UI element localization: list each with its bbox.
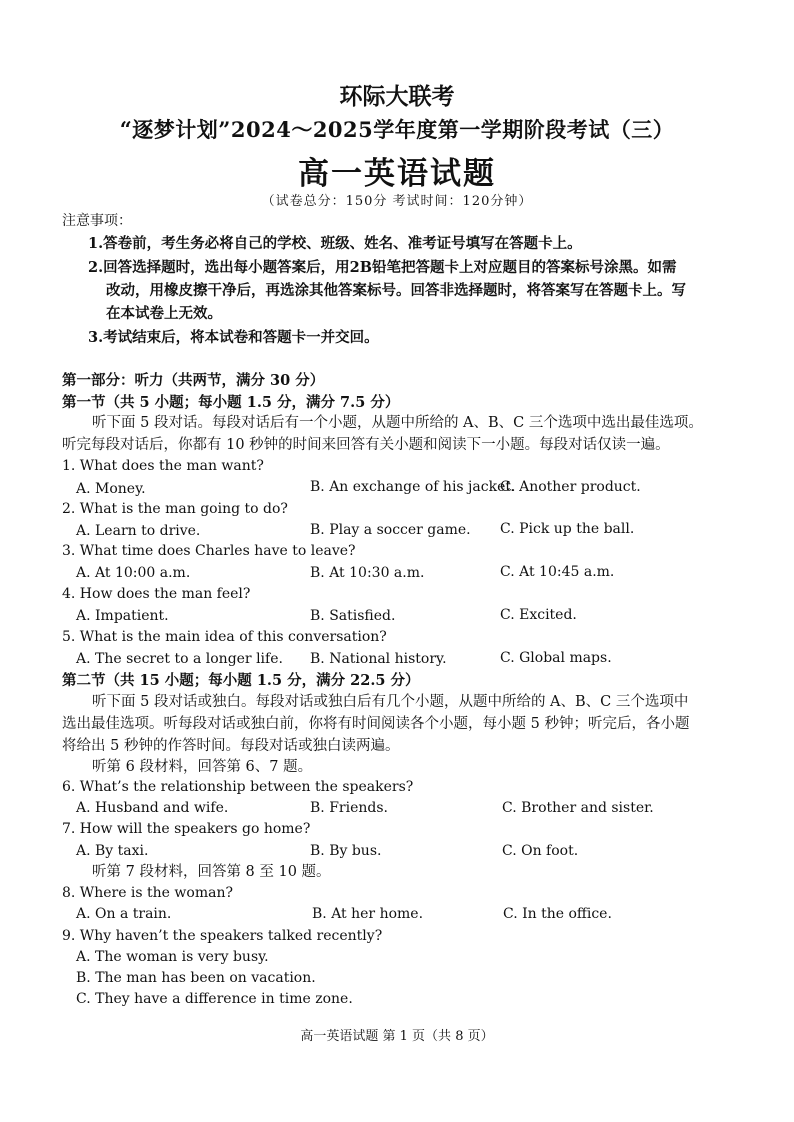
question-4-option-a: A. Impatient.: [76, 608, 169, 624]
question-6-option-c: C. Brother and sister.: [502, 800, 654, 816]
question-8-stem: 8. Where is the woman?: [62, 885, 233, 901]
question-2-option-b: B. Play a soccer game.: [310, 522, 471, 538]
note-2-line2: 改动，用橡皮擦干净后，再选涂其他答案标号。回答非选择题时，将答案写在答题卡上。写: [106, 282, 686, 299]
notes-heading: 注意事项：: [62, 213, 132, 229]
question-8-option-b: B. At her home.: [312, 906, 424, 922]
question-9-stem: 9. Why haven’t the speakers talked recently?: [62, 928, 383, 944]
part1-title: 第一部分：听力（共两节，满分 30 分）: [62, 372, 325, 389]
question-2-stem: 2. What is the man going to do?: [62, 501, 288, 517]
question-4-option-c: C. Excited.: [500, 607, 577, 623]
note-2-line1: 2.回答选择题时，选出每小题答案后，用2B铅笔把答题卡上对应题目的答案标号涂黑。如需: [88, 259, 677, 276]
question-9-option-a: A. The woman is very busy.: [76, 949, 269, 965]
question-6-option-a: A. Husband and wife.: [76, 800, 229, 816]
question-5-option-a: A. The secret to a longer life.: [76, 651, 283, 667]
section2-title: 第二节（共 15 小题；每小题 1.5 分，满分 22.5 分）: [62, 672, 420, 689]
question-5-option-b: B. National history.: [310, 651, 447, 667]
exam-org-title: 环际大联考: [339, 83, 455, 110]
section2-instruction-1: 听下面 5 段对话或独白。每段对话或独白后有几个小题，从题中所给的 A、B、C 三个选项中: [92, 694, 689, 710]
segment-6-instruction: 听第 6 段材料，回答第 6、7 题。: [92, 759, 313, 775]
question-3-option-c: C. At 10:45 a.m.: [500, 564, 615, 580]
question-5-stem: 5. What is the main idea of this conversation?: [62, 629, 387, 645]
section2-instruction-2: 选出最佳选项。听每段对话或独白前，你将有时间阅读各个小题，每小题 5 秒钟；听完后，各小题: [62, 716, 690, 732]
question-6-option-b: B. Friends.: [310, 800, 388, 816]
question-7-option-c: C. On foot.: [502, 843, 579, 859]
note-1: 1.答卷前，考生务必将自己的学校、班级、姓名、准考证号填写在答题卡上。: [88, 235, 582, 252]
question-2-option-c: C. Pick up the ball.: [500, 521, 635, 537]
question-1-stem: 1. What does the man want?: [62, 458, 264, 474]
question-1-option-a: A. Money.: [76, 481, 146, 497]
question-9-option-c: C. They have a difference in time zone.: [76, 991, 353, 1007]
question-2-option-a: A. Learn to drive.: [76, 523, 201, 539]
subject-title: 高一英语试题: [298, 156, 496, 192]
question-7-stem: 7. How will the speakers go home?: [62, 821, 311, 837]
question-7-option-b: B. By bus.: [310, 843, 382, 859]
question-3-stem: 3. What time does Charles have to leave?: [62, 543, 356, 559]
segment-7-instruction: 听第 7 段材料，回答第 8 至 10 题。: [92, 864, 331, 880]
question-4-option-b: B. Satisfied.: [310, 608, 396, 624]
question-3-option-b: B. At 10:30 a.m.: [310, 565, 425, 581]
question-8-option-c: C. In the office.: [503, 906, 612, 922]
exam-meta: （试卷总分：150分 考试时间：120分钟）: [261, 194, 533, 209]
section1-instruction-1: 听下面 5 段对话。每段对话后有一个小题，从题中所给的 A、B、C 三个选项中选出最佳选项。: [92, 415, 703, 431]
question-4-stem: 4. How does the man feel?: [62, 586, 251, 602]
question-1-option-c: C. Another product.: [500, 479, 641, 495]
section2-instruction-3: 将给出 5 秒钟的作答时间。每段对话或独白读两遍。: [62, 738, 400, 754]
note-2-line3: 在本试卷上无效。: [106, 305, 222, 322]
note-3: 3.考试结束后，将本试卷和答题卡一并交回。: [88, 329, 379, 346]
section1-title: 第一节（共 5 小题；每小题 1.5 分，满分 7.5 分）: [62, 394, 400, 411]
exam-name-title: “逐梦计划”2024～2025学年度第一学期阶段考试（三）: [119, 117, 675, 142]
section1-instruction-2: 听完每段对话后，你都有 10 秒钟的时间来回答有关小题和阅读下一小题。每段对话仅读一遍。: [62, 437, 670, 453]
question-7-option-a: A. By taxi.: [76, 843, 149, 859]
question-6-stem: 6. What’s the relationship between the speakers?: [62, 779, 414, 795]
question-3-option-a: A. At 10:00 a.m.: [76, 565, 191, 581]
page-footer: 高一英语试题 第 1 页（共 8 页）: [300, 1029, 494, 1044]
question-5-option-c: C. Global maps.: [500, 650, 612, 666]
question-1-option-b: B. An exchange of his jacket.: [310, 479, 516, 495]
question-9-option-b: B. The man has been on vacation.: [76, 970, 316, 986]
question-8-option-a: A. On a train.: [76, 906, 172, 922]
